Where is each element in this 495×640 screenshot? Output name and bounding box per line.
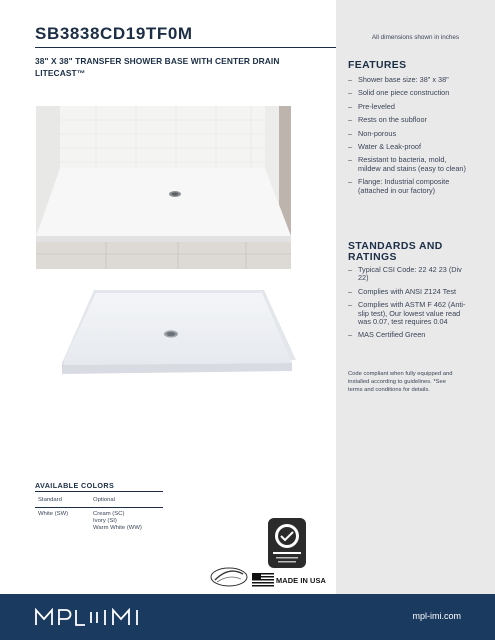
us-flag-icon (252, 573, 274, 587)
standard-color-value: White (SW) (38, 511, 69, 517)
standard-item: – Complies with ASTM F 462 (Anti-slip test), Our lowest value read was 0.07, test requires 0.04 (348, 301, 466, 326)
certification-badge (267, 517, 307, 569)
product-title-line: 38" X 38" TRANSFER SHOWER BASE WITH CENTER DRAIN (35, 56, 280, 66)
colors-table-row (35, 508, 163, 536)
colors-table-header (35, 491, 163, 508)
standards-heading-line: STANDARDS AND (348, 241, 443, 252)
optional-color-value: Warm White (WW) (93, 525, 142, 531)
optional-color-value: Cream (SC) (93, 511, 125, 517)
optional-column-header: Optional (93, 497, 115, 503)
features-heading: FEATURES (348, 60, 407, 71)
colors-table (35, 491, 163, 536)
product-title-line: LITECAST™ (35, 68, 86, 78)
made-in-usa-label: MADE IN USA (276, 576, 326, 585)
website-url[interactable]: mpl-imi.com (412, 611, 461, 621)
feature-item: – Shower base size: 38" x 38" (348, 76, 466, 84)
feature-item: – Flange: Industrial composite (attached in our factory) (348, 178, 466, 195)
feature-item: – Pre-leveled (348, 103, 466, 111)
standard-item: – MAS Certified Green (348, 331, 466, 339)
standards-heading-line: RATINGS (348, 252, 397, 263)
standard-item: – Complies with ANSI Z124 Test (348, 288, 466, 296)
available-colors-heading: AVAILABLE COLORS (35, 481, 115, 490)
code-compliance-note: Code compliant when fully equipped and installed according to guidelines. *See terms and conditions for details. (348, 371, 453, 393)
features-list (348, 76, 466, 200)
installed-shower-photo (36, 106, 291, 269)
certified-green-badge (209, 566, 249, 588)
product-title (35, 55, 331, 79)
optional-colors (93, 511, 142, 532)
brand-logo (35, 608, 165, 626)
dimensions-note: All dimensions shown in inches (371, 34, 460, 41)
feature-item: – Water & Leak-proof (348, 143, 466, 151)
feature-item: – Non-porous (348, 130, 466, 138)
shower-base-render (34, 285, 300, 400)
feature-item: – Resistant to bacteria, mold, mildew and stains (easy to clean) (348, 156, 466, 173)
optional-color-value: Ivory (SI) (93, 518, 117, 524)
standards-list (348, 266, 466, 345)
header-divider (35, 47, 336, 48)
feature-item: – Solid one piece construction (348, 89, 466, 97)
product-sku: SB3838CD19TF0M (35, 24, 193, 43)
standard-column-header: Standard (38, 497, 62, 503)
standard-item: – Typical CSI Code: 22 42 23 (Div 22) (348, 266, 466, 283)
standards-heading (348, 241, 443, 263)
feature-item: – Rests on the subfloor (348, 116, 466, 124)
